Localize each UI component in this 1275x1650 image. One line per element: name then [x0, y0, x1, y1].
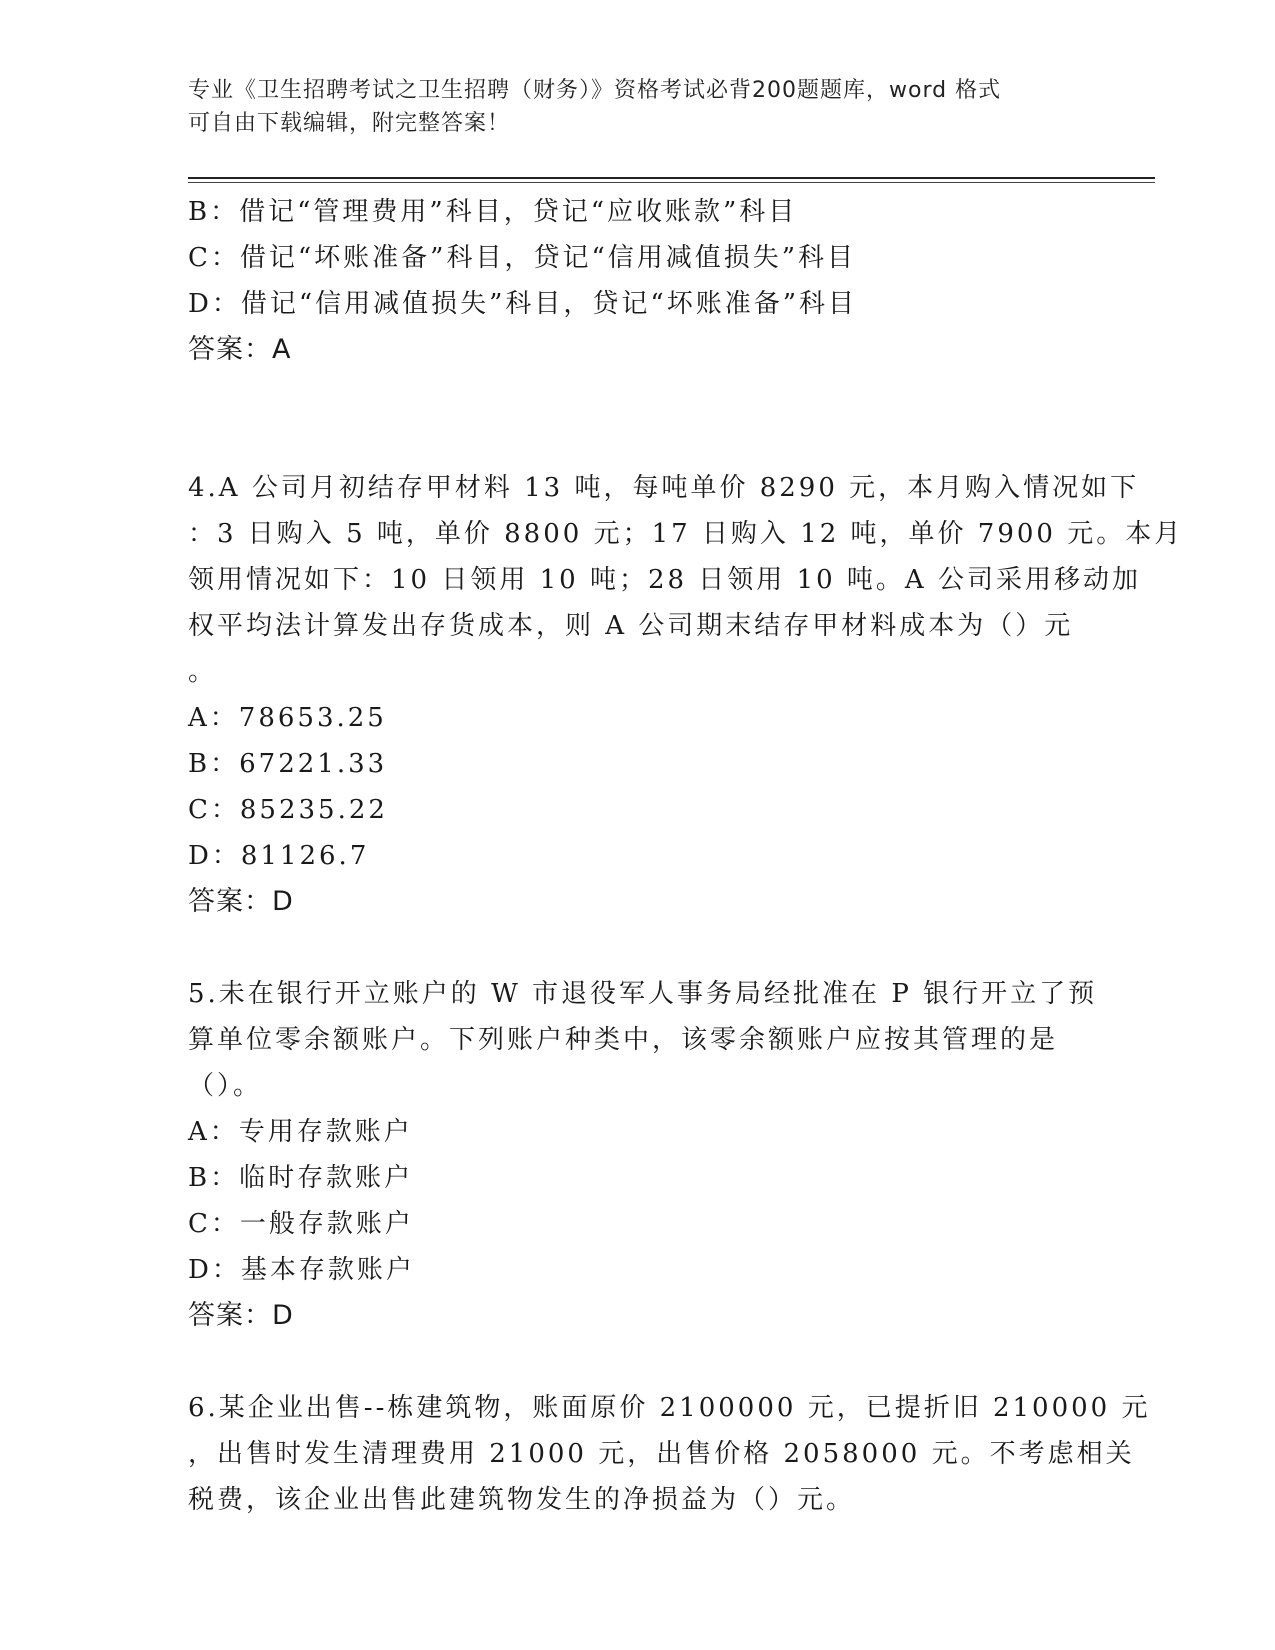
- question-6: [188, 1385, 1151, 1523]
- question-stem-line: 5.未在银行开立账户的 W 市退役军人事务局经批准在 P 银行开立了预: [188, 979, 1098, 1009]
- question-stem-line: 权平均法计算发出存货成本，则 A 公司期末结存甲材料成本为（）元: [188, 611, 1074, 641]
- question-stem-line: 4.A 公司月初结存甲材料 13 吨，每吨单价 8290 元，本月购入情况如下: [188, 473, 1140, 503]
- question-stem-line: 领用情况如下：10 日领用 10 吨；28 日领用 10 吨。A 公司采用移动加: [188, 565, 1141, 595]
- header-title-line-1: 专业《卫生招聘考试之卫生招聘（财务）》资格考试必背200题题库，word 格式: [188, 78, 1002, 103]
- question-list: [188, 189, 1184, 1523]
- question-stem-line: （）。: [188, 1071, 263, 1101]
- answer: 答案：D: [188, 1300, 294, 1331]
- option-c: C：85235.22: [188, 795, 388, 825]
- spacer: [188, 1339, 1088, 1385]
- option-a: A：78653.25: [188, 703, 387, 733]
- question-5: [188, 971, 1098, 1339]
- option-d: D：81126.7: [188, 841, 370, 871]
- question-stem-line: 算单位零余额账户。下列账户种类中，该零余额账户应按其管理的是: [188, 1025, 1059, 1055]
- document-header: [188, 74, 1088, 140]
- question-stem-line: ：3 日购入 5 吨，单价 8800 元；17 日购入 12 吨，单价 7900 元。本月: [188, 519, 1184, 549]
- spacer: [188, 419, 1088, 465]
- spacer: [188, 925, 1088, 971]
- option-c: C：借记“坏账准备”科目，贷记“信用减值损失”科目: [188, 243, 857, 273]
- spacer: [188, 373, 1088, 419]
- header-divider-thick: [188, 177, 1155, 179]
- option-b: B：67221.33: [188, 749, 388, 779]
- answer: 答案：D: [188, 886, 294, 917]
- question-3: [188, 189, 1088, 373]
- question-stem-line: ，出售时发生清理费用 21000 元，出售价格 2058000 元。不考虑相关: [188, 1439, 1135, 1469]
- question-4: [188, 465, 1184, 925]
- header-title-line-2: 可自由下载编辑，附完整答案！: [188, 111, 511, 136]
- option-d: D：基本存款账户: [188, 1255, 415, 1285]
- header-divider-thin: [188, 182, 1155, 183]
- question-stem-line: 税费，该企业出售此建筑物发生的净损益为（）元。: [188, 1485, 856, 1515]
- answer: 答案：A: [188, 334, 292, 365]
- option-b: B：临时存款账户: [188, 1163, 414, 1193]
- question-stem-line: 。: [188, 657, 218, 687]
- option-b: B：借记“管理费用”科目，贷记“应收账款”科目: [188, 197, 798, 227]
- option-d: D：借记“信用减值损失”科目，贷记“坏账准备”科目: [188, 289, 858, 319]
- question-stem-line: 6.某企业出售--栋建筑物，账面原价 2100000 元，已提折旧 210000 元: [188, 1393, 1151, 1423]
- option-a: A：专用存款账户: [188, 1117, 413, 1147]
- option-c: C：一般存款账户: [188, 1209, 414, 1239]
